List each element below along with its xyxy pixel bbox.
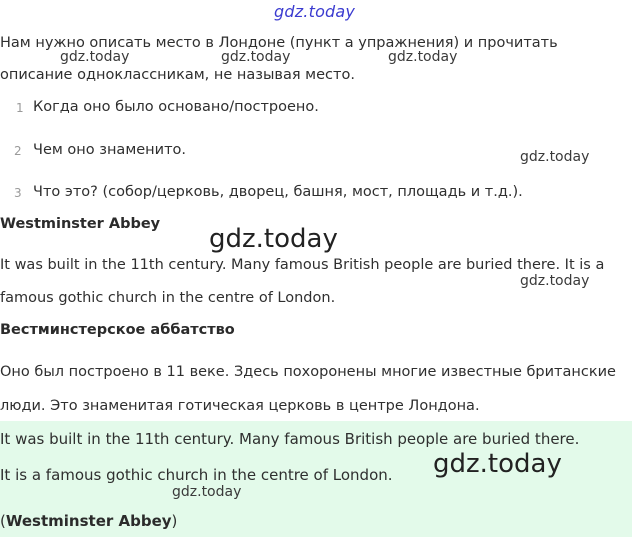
english-heading: Westminster Abbey xyxy=(0,216,161,232)
list-item-number: 2 xyxy=(14,144,22,158)
answer-line2: It is a famous gothic church in the centre of London. xyxy=(0,466,393,484)
list-item-text: Когда оно было основано/построено. xyxy=(33,99,319,115)
russian-line2: люди. Это знаменитая готическая церковь в центре Лондона. xyxy=(0,398,480,414)
watermark-large: gdz.today xyxy=(433,449,562,479)
watermark: gdz.today xyxy=(172,484,242,500)
answer-place-name: Westminster Abbey xyxy=(5,512,172,530)
russian-heading: Вестминстерское аббатство xyxy=(0,322,235,338)
watermark: gdz.today xyxy=(520,149,590,165)
list-item-text: Что это? (собор/церковь, дворец, башня, мост, площадь и т.д.). xyxy=(33,184,523,200)
answer-block xyxy=(0,421,632,537)
watermark-top: gdz.today xyxy=(274,2,356,21)
answer-line1: It was built in the 11th century. Many famous British people are buried there. xyxy=(0,430,580,448)
list-item-number: 3 xyxy=(14,186,22,200)
task-intro-line2: описание одноклассникам, не называя место. xyxy=(0,67,355,83)
watermark: gdz.today xyxy=(388,49,458,65)
russian-line1: Оно был построено в 11 веке. Здесь похоронены многие известные британские xyxy=(0,364,616,380)
watermark: gdz.today xyxy=(520,273,590,289)
task-intro-line1: Нам нужно описать место в Лондоне (пункт а упражнения) и прочитать xyxy=(0,35,558,51)
paren-open: ( xyxy=(0,512,6,530)
watermark: gdz.today xyxy=(60,49,130,65)
english-line2: famous gothic church in the centre of London. xyxy=(0,290,336,306)
watermark: gdz.today xyxy=(221,49,291,65)
paren-close: ) xyxy=(171,512,178,530)
answer-hidden-name xyxy=(0,511,177,530)
watermark-large: gdz.today xyxy=(209,224,338,254)
list-item-number: 1 xyxy=(16,101,24,115)
english-line1: It was built in the 11th century. Many famous British people are buried there. It is a xyxy=(0,257,605,273)
list-item-text: Чем оно знаменито. xyxy=(33,142,187,158)
